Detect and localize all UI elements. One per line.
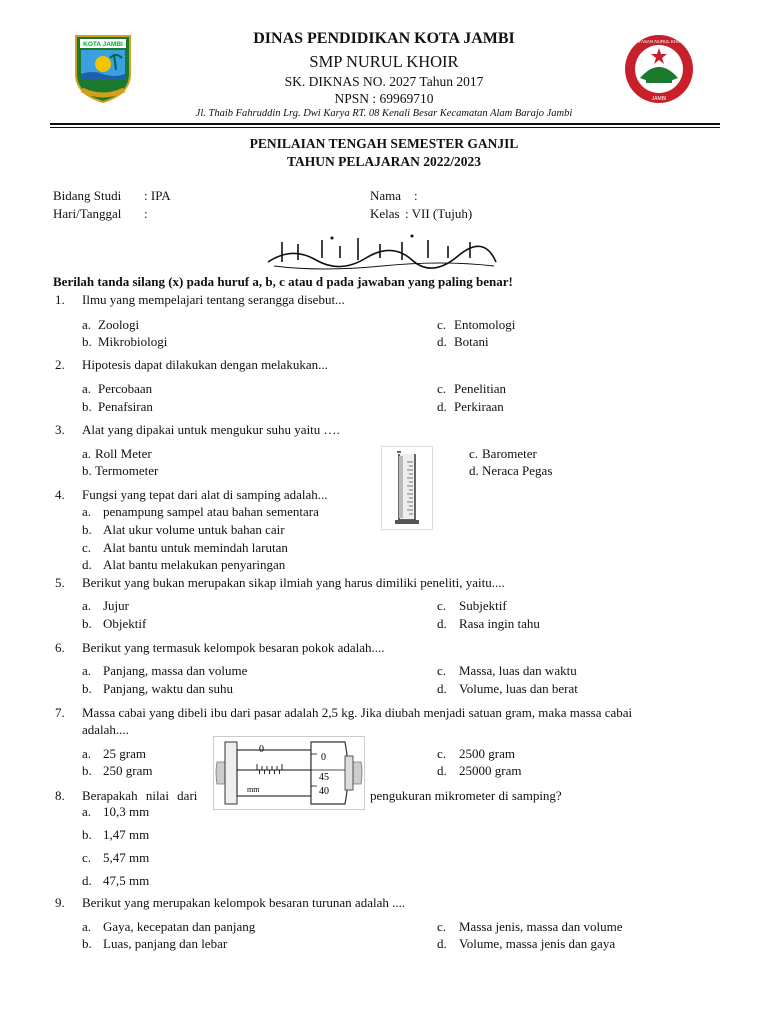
q4-d-letter: d. [82, 557, 92, 572]
q6-text: Berikut yang termasuk kelompok besaran pokok adalah.... [82, 640, 385, 655]
q6-c-letter: c. [437, 663, 447, 678]
thimble-top: 0 [321, 752, 326, 763]
q9-c-letter: c. [437, 919, 447, 934]
q2-c-letter: c. [437, 381, 447, 396]
q7-number: 7. [55, 705, 65, 720]
q6-b-letter: b. [82, 681, 92, 696]
q7-a-letter: a. [82, 746, 92, 761]
q7-option-a[interactable]: 25 gram [103, 746, 146, 761]
q6-option-c[interactable]: Massa, luas dan waktu [459, 663, 577, 678]
q2-number: 2. [55, 357, 65, 372]
q3-option-d[interactable]: Neraca Pegas [482, 463, 553, 478]
q3-d-letter: d. [469, 463, 479, 478]
address: Jl. Thaib Fahruddin Lrg. Dwi Karya RT. 08 Kenali Besar Kecamatan Alam Barajo Jambi [195, 108, 573, 119]
q1-option-d[interactable]: Botani [454, 334, 489, 349]
q1-d-letter: d. [437, 334, 447, 349]
q1-c-letter: c. [437, 317, 447, 332]
q6-a-letter: a. [82, 663, 92, 678]
q5-d-letter: d. [437, 616, 447, 631]
school-name: SMP NURUL KHOIR [309, 52, 459, 71]
q7-option-c[interactable]: 2500 gram [459, 746, 515, 761]
q6-number: 6. [55, 640, 65, 655]
exam-title: PENILAIAN TENGAH SEMESTER GANJIL [249, 136, 519, 151]
q9-number: 9. [55, 895, 65, 910]
q8-c-letter: c. [82, 850, 92, 865]
q7-text-cont: adalah.... [82, 722, 129, 737]
logo-left-text: KOTA JAMBI [83, 41, 123, 48]
q5-option-c[interactable]: Subjektif [459, 598, 507, 613]
q1-number: 1. [55, 292, 65, 307]
q1-option-b[interactable]: Mikrobiologi [98, 334, 168, 349]
q3-text: Alat yang dipakai untuk mengukur suhu yaitu …. [82, 422, 340, 437]
office-name: DINAS PENDIDIKAN KOTA JAMBI [253, 30, 515, 47]
q4-number: 4. [55, 487, 65, 502]
q9-a-letter: a. [82, 919, 92, 934]
q9-option-c[interactable]: Massa jenis, massa dan volume [459, 919, 623, 934]
q3-option-a[interactable]: Roll Meter [95, 446, 152, 461]
q8-text-right: pengukuran mikrometer di samping? [370, 788, 562, 803]
q1-a-letter: a. [82, 317, 92, 332]
exam-year: TAHUN PELAJARAN 2022/2023 [286, 154, 481, 169]
q4-option-c[interactable]: Alat bantu untuk memindah larutan [103, 540, 288, 555]
q8-option-a[interactable]: 10,3 mm [103, 804, 150, 819]
q1-option-a[interactable]: Zoologi [98, 317, 140, 332]
q8-b-letter: b. [82, 827, 92, 842]
q4-b-letter: b. [82, 522, 92, 537]
q5-number: 5. [55, 575, 65, 590]
subject-value: : IPA [144, 188, 171, 203]
class-value: : VII (Tujuh) [405, 206, 473, 221]
q2-b-letter: b. [82, 399, 92, 414]
q3-b-letter: b. [82, 463, 92, 478]
q4-a-letter: a. [82, 504, 92, 519]
q4-option-b[interactable]: Alat ukur volume untuk bahan cair [103, 522, 285, 537]
q9-option-d[interactable]: Volume, massa jenis dan gaya [459, 936, 616, 951]
q4-c-letter: c. [82, 540, 92, 555]
q5-c-letter: c. [437, 598, 447, 613]
q6-d-letter: d. [437, 681, 447, 696]
measuring-cylinder-image [381, 446, 433, 530]
q2-option-c[interactable]: Penelitian [454, 381, 506, 396]
subject-label: Bidang Studi [53, 188, 122, 203]
q1-option-c[interactable]: Entomologi [454, 317, 516, 332]
decree-number: SK. DIKNAS NO. 2027 Tahun 2017 [284, 74, 484, 89]
q8-text-left: Berapakah nilai dari [82, 788, 198, 803]
q9-option-a[interactable]: Gaya, kecepatan dan panjang [103, 919, 256, 934]
thimble-bottom: 40 [319, 786, 329, 797]
q7-option-b[interactable]: 250 gram [103, 763, 153, 778]
q7-b-letter: b. [82, 763, 92, 778]
q2-a-letter: a. [82, 381, 92, 396]
thimble-mid: 45 [319, 772, 329, 783]
q3-c-letter: c. [469, 446, 479, 461]
q8-option-b[interactable]: 1,47 mm [103, 827, 150, 842]
name-label: Nama [370, 188, 402, 203]
unit-label: mm [247, 785, 260, 794]
sleeve-zero: 0 [259, 744, 264, 755]
q7-option-d[interactable]: 25000 gram [459, 763, 522, 778]
q7-d-letter: d. [437, 763, 447, 778]
q9-option-b[interactable]: Luas, panjang dan lebar [103, 936, 228, 951]
q8-number: 8. [55, 788, 65, 803]
logo-right-text: YAYASAN NURUL KHOIR [632, 39, 686, 44]
q3-number: 3. [55, 422, 65, 437]
date-value: : [144, 206, 148, 221]
q1-text: Ilmu yang mempelajari tentang serangga disebut... [82, 292, 345, 307]
header-divider [50, 123, 720, 125]
q4-option-a[interactable]: penampung sampel atau bahan sementara [103, 504, 319, 519]
q6-option-b[interactable]: Panjang, waktu dan suhu [103, 681, 233, 696]
q5-option-b[interactable]: Objektif [103, 616, 147, 631]
micrometer-image [213, 736, 365, 810]
q1-b-letter: b. [82, 334, 92, 349]
q2-option-a[interactable]: Percobaan [98, 381, 153, 396]
q2-d-letter: d. [437, 399, 447, 414]
q5-option-a[interactable]: Jujur [103, 598, 129, 613]
q9-b-letter: b. [82, 936, 92, 951]
q9-d-letter: d. [437, 936, 447, 951]
name-value: : [414, 188, 418, 203]
q2-option-b[interactable]: Penafsiran [98, 399, 153, 414]
q6-option-d[interactable]: Volume, luas dan berat [459, 681, 578, 696]
q8-d-letter: d. [82, 873, 92, 888]
q6-option-a[interactable]: Panjang, massa dan volume [103, 663, 248, 678]
q9-text: Berikut yang merupakan kelompok besaran turunan adalah .... [82, 895, 406, 910]
instruction: Berilah tanda silang (x) pada huruf a, b, c atau d pada jawaban yang paling benar! [53, 274, 513, 289]
q2-text: Hipotesis dapat dilakukan dengan melakukan... [82, 357, 328, 372]
npsn: NPSN : 69969710 [334, 91, 434, 106]
q5-text: Berikut yang bukan merupakan sikap ilmiah yang harus dimiliki peneliti, yaitu.... [82, 575, 505, 590]
q7-text: Massa cabai yang dibeli ibu dari pasar adalah 2,5 kg. Jika diubah menjadi satuan gram, maka massa cabai [82, 705, 633, 720]
q7-c-letter: c. [437, 746, 447, 761]
q8-option-d[interactable]: 47,5 mm [103, 873, 150, 888]
q4-text: Fungsi yang tepat dari alat di samping adalah... [82, 487, 328, 502]
logo-right-bottom: JAMBI [651, 96, 667, 102]
header-divider-thin [50, 127, 720, 128]
class-label: Kelas [370, 206, 400, 221]
q2-option-d[interactable]: Perkiraan [454, 399, 504, 414]
basmalah-calligraphy [262, 232, 502, 272]
q3-option-b[interactable]: Termometer [95, 463, 159, 478]
q3-option-c[interactable]: Barometer [482, 446, 537, 461]
q5-option-d[interactable]: Rasa ingin tahu [459, 616, 540, 631]
q4-option-d[interactable]: Alat bantu melakukan penyaringan [103, 557, 286, 572]
date-label: Hari/Tanggal [53, 206, 122, 221]
q8-option-c[interactable]: 5,47 mm [103, 850, 150, 865]
q8-a-letter: a. [82, 804, 92, 819]
q5-a-letter: a. [82, 598, 92, 613]
q5-b-letter: b. [82, 616, 92, 631]
q3-a-letter: a. [82, 446, 92, 461]
